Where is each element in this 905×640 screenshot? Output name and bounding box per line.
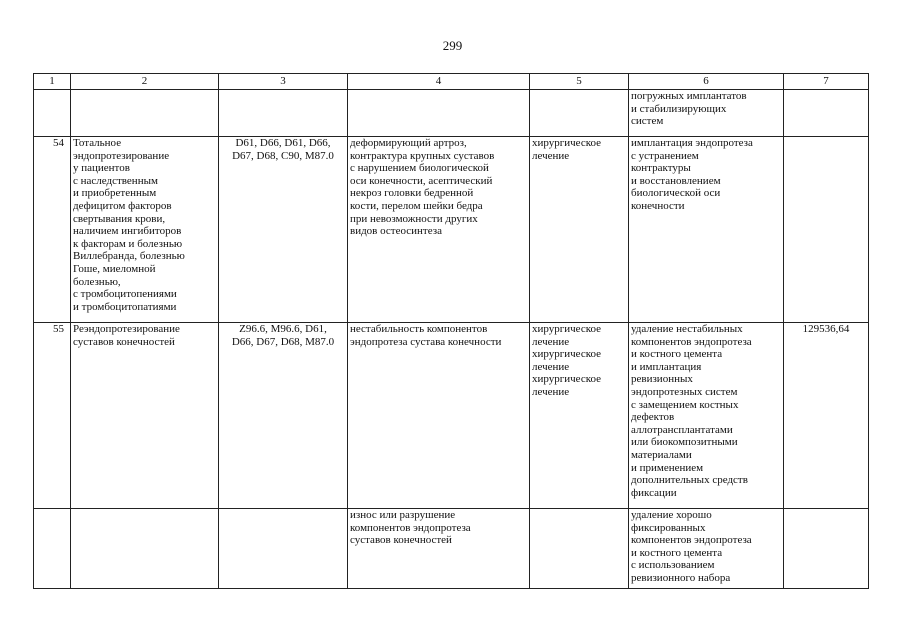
profile-name: Тотальное эндопротезирование у пациентов с наследственным и приобретенным дефицитом факторов свертывания крови, наличием ингибиторов к факторам и болезнью Виллебранда, болезнью Гоше, миеломной болезнью, с тромбоцитопениями и тромбоцитопатиями — [71, 137, 219, 323]
page-number: 299 — [442, 38, 463, 53]
cost — [784, 137, 869, 323]
treatment-type: хирургическое лечение — [530, 137, 629, 323]
diagnosis-codes — [219, 90, 348, 137]
column-header: 5 — [530, 74, 629, 90]
column-header: 7 — [784, 74, 869, 90]
column-header: 3 — [219, 74, 348, 90]
table-row — [34, 509, 869, 589]
patient-model: нестабильность компонентов эндопротеза сустава конечности — [348, 323, 530, 509]
patient-model — [348, 90, 530, 137]
column-header: 4 — [348, 74, 530, 90]
treatment-method: погружных имплантатов и стабилизирующих систем — [629, 90, 784, 137]
row-number: 55 — [34, 323, 71, 509]
treatment-type — [530, 509, 629, 589]
treatment-type — [530, 90, 629, 137]
diagnosis-codes: D61, D66, D61, D66, D67, D68, C90, M87.0 — [219, 137, 348, 323]
row-number — [34, 509, 71, 589]
table-header-row — [34, 74, 869, 90]
row-number: 54 — [34, 137, 71, 323]
cost: 129536,64 — [784, 323, 869, 509]
cost — [784, 90, 869, 137]
treatment-type: хирургическое лечение хирургическое лечение хирургическое лечение — [530, 323, 629, 509]
patient-model: износ или разрушение компонентов эндопротеза суставов конечностей — [348, 509, 530, 589]
treatment-method: удаление хорошо фиксированных компонентов эндопротеза и костного цемента с использованием ревизионного набора — [629, 509, 784, 589]
row-number — [34, 90, 71, 137]
cost — [784, 509, 869, 589]
profile-name: Реэндопротезирование суставов конечностей — [71, 323, 219, 509]
column-header: 6 — [629, 74, 784, 90]
column-header: 1 — [34, 74, 71, 90]
table-row — [34, 323, 869, 509]
diagnosis-codes: Z96.6, M96.6, D61, D66, D67, D68, M87.0 — [219, 323, 348, 509]
treatment-method: удаление нестабильных компонентов эндопротеза и костного цемента и имплантация ревизионных эндопротезных систем с замещением костных дефектов аллотрансплантатами или биокомпозитными материалами и применением дополнительных средств фиксации — [629, 323, 784, 509]
patient-model: деформирующий артроз, контрактура крупных суставов с нарушением биологической оси конечности, асептический некроз головки бедренной кости, перелом шейки бедра при невозможности других видов остеосинтеза — [348, 137, 530, 323]
column-header: 2 — [71, 74, 219, 90]
profile-name — [71, 509, 219, 589]
table-row — [34, 137, 869, 323]
treatment-method: имплантация эндопротеза с устранением контрактуры и восстановлением биологической оси конечности — [629, 137, 784, 323]
diagnosis-codes — [219, 509, 348, 589]
table-row — [34, 90, 869, 137]
profile-name — [71, 90, 219, 137]
medical-care-table — [33, 73, 869, 589]
